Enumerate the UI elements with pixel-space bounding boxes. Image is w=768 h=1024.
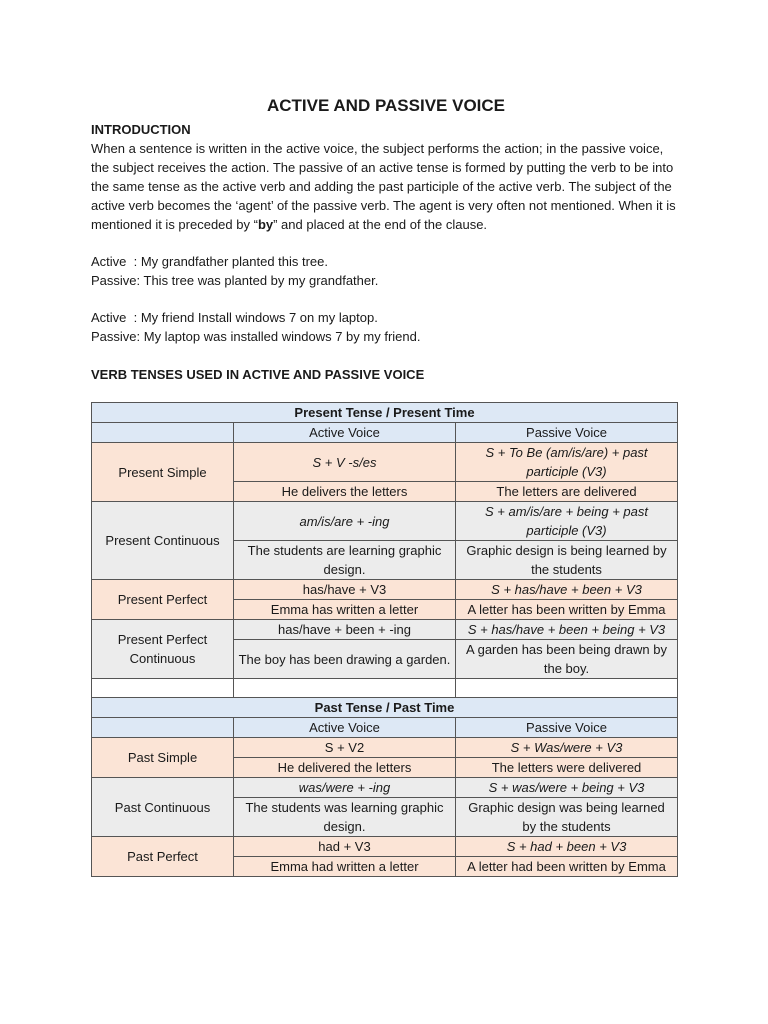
tense-name-cell: Present Perfect — [92, 580, 234, 620]
document-content — [91, 92, 681, 877]
formula-passive-cell: S + has/have + been + V3 — [456, 580, 678, 600]
blank-cell — [92, 679, 234, 698]
table-row — [92, 443, 678, 482]
example-passive-cell: A letter had been written by Emma — [456, 857, 678, 877]
past-table-header: Past Tense / Past Time — [92, 698, 678, 718]
formula-active-cell: S + V2 — [234, 738, 456, 758]
column-header-passive: Passive Voice — [456, 718, 678, 738]
formula-active-cell: has/have + V3 — [234, 580, 456, 600]
table-row — [92, 778, 678, 798]
example-block-1 — [91, 252, 681, 290]
intro-by-bold: by — [257, 217, 274, 232]
example-active-cell: The students are learning graphic design. — [234, 541, 456, 580]
example-active-cell: Emma has written a letter — [234, 600, 456, 620]
table-header-row — [92, 698, 678, 718]
blank-cell — [456, 679, 678, 698]
formula-passive-cell: S + was/were + being + V3 — [456, 778, 678, 798]
blank-row — [92, 679, 678, 698]
table-row — [92, 620, 678, 640]
example-passive-cell: A garden has been being drawn by the boy. — [456, 640, 678, 679]
tense-name-cell: Past Perfect — [92, 837, 234, 877]
example-passive-cell: Graphic design was being learned by the students — [456, 798, 678, 837]
formula-active-cell: was/were + -ing — [234, 778, 456, 798]
present-table-header: Present Tense / Present Time — [92, 403, 678, 423]
table-row — [92, 502, 678, 541]
example-active-cell: He delivers the letters — [234, 482, 456, 502]
column-header-passive: Passive Voice — [456, 423, 678, 443]
table-row — [92, 837, 678, 857]
formula-passive-cell: S + had + been + V3 — [456, 837, 678, 857]
tense-name-cell: Past Continuous — [92, 778, 234, 837]
page-title: ACTIVE AND PASSIVE VOICE — [266, 96, 506, 115]
example-active-2: Active : My friend Install windows 7 on my laptop. — [91, 310, 378, 325]
column-header-active: Active Voice — [234, 718, 456, 738]
example-passive-1: Passive: This tree was planted by my grandfather. — [91, 273, 379, 288]
intro-text-part-1: When a sentence is written in the active voice, the subject performs the action; in the passive voice, the subject receives the action. The passive of an active tense is formed by putting the verb to be into the same tense as the active verb and adding the past participle of the active verb. The subject of the active verb becomes the ‘agent’ of the passive verb. The agent is very often not mentioned. When it is mentioned it is preceded by “ — [91, 141, 676, 232]
tense-name-cell: Present Simple — [92, 443, 234, 502]
formula-active-cell: has/have + been + -ing — [234, 620, 456, 640]
formula-active-cell: had + V3 — [234, 837, 456, 857]
example-passive-cell: Graphic design is being learned by the students — [456, 541, 678, 580]
blank-cell — [234, 679, 456, 698]
column-header-active: Active Voice — [234, 423, 456, 443]
tense-name-cell: Past Simple — [92, 738, 234, 778]
tense-name-cell: Present Continuous — [92, 502, 234, 580]
example-active-cell: He delivered the letters — [234, 758, 456, 778]
table-row — [92, 738, 678, 758]
intro-heading: INTRODUCTION — [91, 122, 191, 137]
example-passive-cell: The letters were delivered — [456, 758, 678, 778]
section-heading: VERB TENSES USED IN ACTIVE AND PASSIVE VOICE — [91, 367, 425, 382]
table-column-header-row — [92, 423, 678, 443]
blank-corner-cell — [92, 718, 234, 738]
table-row — [92, 580, 678, 600]
table-column-header-row — [92, 718, 678, 738]
example-active-cell: The boy has been drawing a garden. — [234, 640, 456, 679]
intro-text-part-2: ” and placed at the end of the clause. — [273, 217, 488, 232]
formula-active-cell: S + V -s/es — [234, 443, 456, 482]
example-active-cell: Emma had written a letter — [234, 857, 456, 877]
example-passive-2: Passive: My laptop was installed windows 7 by my friend. — [91, 329, 421, 344]
blank-corner-cell — [92, 423, 234, 443]
example-passive-cell: The letters are delivered — [456, 482, 678, 502]
tense-name-cell: Present Perfect Continuous — [92, 620, 234, 679]
example-passive-cell: A letter has been written by Emma — [456, 600, 678, 620]
example-active-1: Active : My grandfather planted this tree. — [91, 254, 329, 269]
formula-active-cell: am/is/are + -ing — [234, 502, 456, 541]
formula-passive-cell: S + has/have + been + being + V3 — [456, 620, 678, 640]
tense-table — [91, 402, 678, 877]
example-block-2 — [91, 308, 681, 346]
intro-paragraph — [91, 139, 681, 234]
formula-passive-cell: S + Was/were + V3 — [456, 738, 678, 758]
table-header-row — [92, 403, 678, 423]
example-active-cell: The students was learning graphic design. — [234, 798, 456, 837]
formula-passive-cell: S + am/is/are + being + past participle (V3) — [456, 502, 678, 541]
formula-passive-cell: S + To Be (am/is/are) + past participle (V3) — [456, 443, 678, 482]
